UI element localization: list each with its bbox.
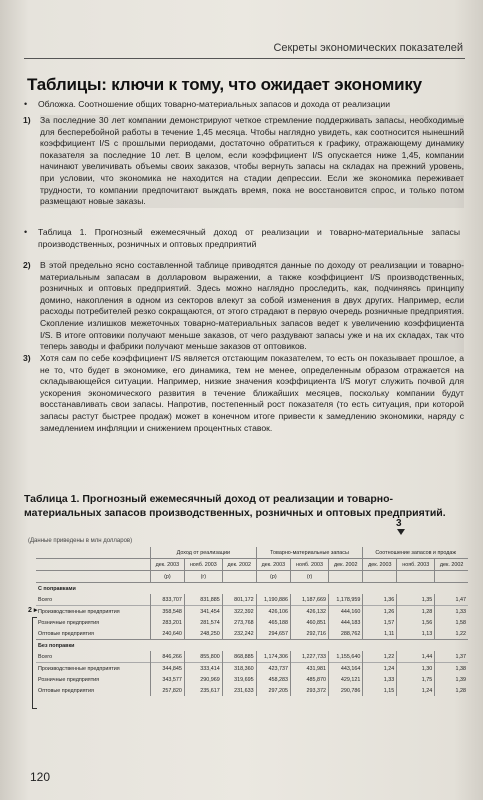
- paragraph-1-text: За последние 30 лет компании демонстрируют четкое стремление поддерживать запасы, необходимые для бесперебойной работы в течение 1,45 месяца. Чтобы наглядно увидеть, как соотносится нынешний коэффициент I/S с прошлыми периодами, достаточно обратиться к графику, отражающему динамику показателя за последние 10 лет. В целом, если коэффициент I/S опускается ниже 1,45, компании начинают увеличивать объемы своих заказов, чтобы вернуть запасы на складах на прежний уровень, при условии, что экономика не находится на стадии депрессии. Если же экономика переживает трудности, то компании предпочитают выждать время, пока не восстановится спрос, и только потом размещают новые заказы.: [40, 115, 464, 207]
- column-code: [222, 571, 256, 583]
- table-cell: 1,24: [397, 685, 435, 696]
- group-header: Товарно-материальные запасы: [256, 547, 363, 559]
- table-cell: 1,35: [397, 594, 435, 606]
- table-cell: 231,633: [222, 685, 256, 696]
- table-row: [36, 606, 468, 618]
- table-cell: 423,737: [256, 663, 290, 675]
- table-source-note: (Данные приведены в млн долларов): [28, 538, 133, 544]
- table-caption: Таблица 1. Прогнозный ежемесячный доход от реализации и товарно-материальных запасов производственных, розничных и оптовых предприятий.: [24, 493, 446, 519]
- table-cell: 1,28: [435, 685, 468, 696]
- section-label: С поправками: [36, 583, 468, 595]
- table-cell: 1,26: [363, 606, 397, 618]
- row-label: Всего: [38, 596, 53, 603]
- table-cell: 460,851: [291, 617, 329, 628]
- row-label: Оптовые предприятия: [38, 687, 94, 694]
- table-cell: 322,392: [222, 606, 256, 618]
- table-cell: 319,695: [222, 674, 256, 685]
- bullet-2-lead: Таблица 1. Прогнозный ежемесячный доход от реализации и товарно-материальные запасы производственных, розничных и оптовых предприятий: [38, 227, 460, 249]
- table-cell: 293,372: [291, 685, 329, 696]
- paragraph-3: [23, 353, 464, 434]
- table-cell: 801,172: [222, 594, 256, 606]
- down-arrow-icon: [397, 529, 405, 535]
- bullet-1: [24, 99, 460, 111]
- column-header: нояб. 2003: [184, 559, 222, 571]
- column-header: нояб. 2003: [397, 559, 435, 571]
- table-cell: 235,617: [184, 685, 222, 696]
- table-row: [36, 685, 468, 696]
- table-cell: 1,75: [397, 674, 435, 685]
- bullet-dot: •: [24, 227, 28, 237]
- section-adjusted: [36, 583, 468, 640]
- paragraph-2-number: 2): [23, 260, 31, 270]
- table-row: [36, 674, 468, 685]
- table-cell: 240,640: [151, 628, 185, 640]
- row-label: Оптовые предприятия: [38, 630, 94, 637]
- table-cell: 281,574: [184, 617, 222, 628]
- table-cell: 1,39: [435, 674, 468, 685]
- paragraph-3-text: Хотя сам по себе коэффициент I/S является отстающим показателем, то есть он показывает прошлое, а не то, что будет в экономике, его динамика, тем не менее, определенным образом отражается на складывающейся ситуации. Например, низкие значения коэффициента I/S могут служить почвой для ускорения экономического развития в течение ближайших месяцев, поскольку компании будут восстанавливать свои запасы. Напротив, постепенный рост показателя (то есть ситуация, при которой запасы растут быстрее продаж) может в конечном итоге привести к замедлению экономики, наряду с замедлением инфляции и снижением процентных ставок.: [40, 353, 464, 433]
- table-cell: 426,106: [256, 606, 290, 618]
- callout-2: 2 ▸: [28, 607, 38, 614]
- data-table: [36, 547, 468, 696]
- column-code: [329, 571, 363, 583]
- column-header: дек. 2003: [363, 559, 397, 571]
- table-cell: 868,885: [222, 651, 256, 663]
- paragraph-2: [23, 260, 464, 353]
- table-cell: 458,283: [256, 674, 290, 685]
- table-cell: 833,707: [151, 594, 185, 606]
- table-cell: 1,44: [397, 651, 435, 663]
- page-title: Таблицы: ключи к тому, что ожидает экономику: [27, 75, 422, 94]
- table-cell: 1,22: [363, 651, 397, 663]
- table-cell: 1,22: [435, 628, 468, 640]
- group-header: Доход от реализации: [151, 547, 257, 559]
- column-code: (p): [151, 571, 185, 583]
- column-header: дек. 2002: [222, 559, 256, 571]
- section-bracket: [32, 617, 37, 709]
- table-cell: 444,183: [329, 617, 363, 628]
- table-cell: 855,800: [184, 651, 222, 663]
- table-cell: 429,121: [329, 674, 363, 685]
- table-cell: 1,174,306: [256, 651, 290, 663]
- row-label: Розничные предприятия: [38, 619, 100, 626]
- column-code: (r): [291, 571, 329, 583]
- table-cell: 1,47: [435, 594, 468, 606]
- column-code: [435, 571, 468, 583]
- section-label: Без поправки: [36, 640, 468, 652]
- column-code: [363, 571, 397, 583]
- table-row: [36, 663, 468, 675]
- table-cell: 257,820: [151, 685, 185, 696]
- section-unadjusted: [36, 640, 468, 697]
- table-cell: 318,360: [222, 663, 256, 675]
- paragraph-1-number: 1): [23, 115, 31, 125]
- running-head: Секреты экономических показателей: [273, 42, 463, 54]
- table-cell: 288,762: [329, 628, 363, 640]
- table-cell: 343,577: [151, 674, 185, 685]
- bullet-dot: •: [24, 99, 28, 109]
- table-cell: 1,30: [397, 663, 435, 675]
- table-cell: 846,266: [151, 651, 185, 663]
- page-number: 120: [30, 770, 51, 784]
- table-cell: 465,188: [256, 617, 290, 628]
- table-cell: 290,786: [329, 685, 363, 696]
- table-cell: 1,57: [363, 617, 397, 628]
- table-row: [36, 628, 468, 640]
- group-header: Соотношение запасов и продаж: [363, 547, 468, 559]
- table-row: [36, 651, 468, 663]
- column-header: дек. 2003: [256, 559, 290, 571]
- column-code: [397, 571, 435, 583]
- table-cell: 290,969: [184, 674, 222, 685]
- column-header: нояб. 2003: [291, 559, 329, 571]
- table-cell: 1,28: [397, 606, 435, 618]
- table-cell: 1,37: [435, 651, 468, 663]
- table-cell: 485,870: [291, 674, 329, 685]
- table-cell: 358,548: [151, 606, 185, 618]
- table-cell: 1,36: [363, 594, 397, 606]
- callout-3: 3: [396, 518, 402, 529]
- table-cell: 1,11: [363, 628, 397, 640]
- table-cell: 333,414: [184, 663, 222, 675]
- table-cell: 1,33: [363, 674, 397, 685]
- table-cell: 1,15: [363, 685, 397, 696]
- bullet-2: [24, 227, 460, 250]
- column-code: (r): [184, 571, 222, 583]
- table-cell: 1,58: [435, 617, 468, 628]
- table-cell: 831,885: [184, 594, 222, 606]
- table-cell: 1,33: [435, 606, 468, 618]
- table-cell: 1,24: [363, 663, 397, 675]
- table-row: [36, 594, 468, 606]
- table-cell: 292,716: [291, 628, 329, 640]
- column-header: дек. 2003: [151, 559, 185, 571]
- row-label: Розничные предприятия: [38, 676, 100, 683]
- table-cell: 273,768: [222, 617, 256, 628]
- table-corner: [36, 547, 151, 559]
- table-cell: 1,155,640: [329, 651, 363, 663]
- table-row: [36, 617, 468, 628]
- paragraph-3-number: 3): [23, 353, 31, 363]
- paragraph-2-text: В этой предельно ясно составленной таблице приводятся данные по доходу от реализации и товарно-материальным запасам в долларовом выражении, а также коэффициент I/S производственных, розничных и оптовых предприятий. Здесь можно наглядно проследить, как, подчиняясь принципу домино, накопления в одном из секторов влекут за собой изменения в двух других. Например, если расходы потребителей резко сокращаются, от этого страдают в первую очередь розничные предприятия. Скопление излишков межеточных товарно-материальных запасов ведет к увеличению коэффициента I/S. В итоге оптовики получают меньше заказов, от чего раздувают запасы уже и на их складах, так что теперь заводы и фабрики получают меньше заказов от оптовиков.: [40, 260, 464, 352]
- paragraph-1: [23, 115, 464, 208]
- table-cell: 341,454: [184, 606, 222, 618]
- table-cell: 297,205: [256, 685, 290, 696]
- table-cell: 431,981: [291, 663, 329, 675]
- table-cell: 426,132: [291, 606, 329, 618]
- row-label: Производственные предприятия: [36, 606, 151, 618]
- table-cell: 1,190,886: [256, 594, 290, 606]
- table-cell: 1,227,733: [291, 651, 329, 663]
- table-cell: 283,201: [151, 617, 185, 628]
- bullet-1-lead: Обложка. Соотношение общих товарно-материальных запасов и дохода от реализации: [38, 99, 391, 109]
- table-cell: 1,56: [397, 617, 435, 628]
- row-label: Производственные предприятия: [36, 663, 151, 675]
- column-header: дек. 2002: [435, 559, 468, 571]
- table-cell: 344,845: [151, 663, 185, 675]
- table-cell: 1,13: [397, 628, 435, 640]
- column-header: дек. 2002: [329, 559, 363, 571]
- header-rule: [24, 58, 465, 59]
- table-cell: 1,187,669: [291, 594, 329, 606]
- table-cell: 248,250: [184, 628, 222, 640]
- table-cell: 232,242: [222, 628, 256, 640]
- table-cell: 294,657: [256, 628, 290, 640]
- table-cell: 1,178,959: [329, 594, 363, 606]
- table-cell: 443,164: [329, 663, 363, 675]
- table-corner: [36, 571, 151, 583]
- table-corner: [36, 559, 151, 571]
- row-label: Всего: [38, 653, 53, 660]
- table-cell: 444,160: [329, 606, 363, 618]
- table-cell: 1,38: [435, 663, 468, 675]
- column-code: (p): [256, 571, 290, 583]
